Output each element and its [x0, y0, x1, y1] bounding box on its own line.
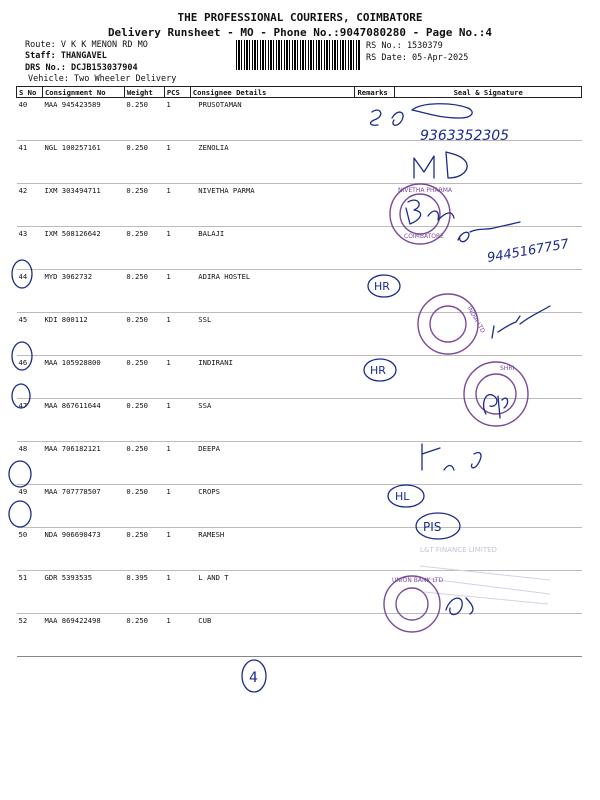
initials-hr-2: HR	[370, 364, 386, 377]
cell-consignment: IXM 303494711	[42, 184, 124, 227]
cell-pcs: 1	[164, 356, 190, 399]
cell-consignee: RAMESH	[190, 528, 355, 571]
cell-pcs: 1	[164, 485, 190, 528]
cell-sno: 40	[17, 98, 43, 141]
cell-weight: 0.250	[124, 227, 164, 270]
cell-sno: 52	[17, 614, 43, 657]
cell-consignee: DEEPA	[190, 442, 355, 485]
cell-consignee: SSL	[190, 313, 355, 356]
phone-handwritten-2: 9445167757	[486, 236, 571, 266]
seal-union-outer	[384, 576, 440, 632]
seal-nivetha-text: NIVETHA PHARMA	[398, 187, 453, 194]
cell-consignee: CROPS	[190, 485, 355, 528]
cell-pcs: 1	[164, 141, 190, 184]
cell-weight: 0.250	[124, 356, 164, 399]
signature-42	[406, 200, 454, 224]
page-mark: 4	[249, 670, 258, 686]
cell-weight: 0.250	[124, 485, 164, 528]
cell-consignee: INDIRANI	[190, 356, 355, 399]
seal-shri-text: SHRI	[500, 365, 515, 372]
cell-weight: 0.250	[124, 528, 164, 571]
cell-consignee: ADIRA HOSTEL	[190, 270, 355, 313]
col-consignee: Consignee Details	[190, 87, 355, 98]
cell-weight: 0.250	[124, 442, 164, 485]
drs-label: DRS No.: DCJB153037904	[25, 63, 138, 73]
cell-consignment: NGL 100257161	[42, 141, 124, 184]
cell-sno: 48	[17, 442, 43, 485]
cell-weight: 0.250	[124, 399, 164, 442]
circle-mark-44	[12, 260, 32, 288]
col-weight: Weight	[124, 87, 164, 98]
rs-number: RS No.: 1530379	[366, 41, 443, 51]
cell-consignee: ZENOLIA	[190, 141, 355, 184]
cell-consignment: IXM 508126642	[42, 227, 124, 270]
col-seal: Seal & Signature	[395, 87, 582, 98]
signature-52	[446, 598, 473, 615]
cell-consignment: KDI 800112	[42, 313, 124, 356]
cell-pcs: 1	[164, 571, 190, 614]
vehicle-label: Vehicle: Two Wheeler Delivery	[28, 74, 177, 84]
cell-consignment: NDA 906690473	[42, 528, 124, 571]
signature-49	[422, 444, 481, 470]
signature-43	[458, 222, 520, 242]
cell-sno: 42	[17, 184, 43, 227]
cell-sno: 50	[17, 528, 43, 571]
cell-consignee: PRUSOTAMAN	[190, 98, 355, 141]
cell-consignment: MYD 3062732	[42, 270, 124, 313]
stamp-lt-finance: L&T FINANCE LIMITED	[420, 546, 497, 554]
cell-consignment: MAA 869422498	[42, 614, 124, 657]
cell-consignment: MAA 707778507	[42, 485, 124, 528]
seal-shri-inner	[476, 374, 516, 414]
initials-hr-1: HR	[374, 280, 390, 293]
col-consignment: Consignment No	[42, 87, 124, 98]
col-pcs: PCS	[164, 87, 190, 98]
cell-weight: 0.250	[124, 141, 164, 184]
cell-sno: 45	[17, 313, 43, 356]
cell-weight: 0.250	[124, 270, 164, 313]
seal-shri-outer	[464, 362, 528, 426]
cell-consignment: MAA 945423589	[42, 98, 124, 141]
cell-consignment: MAA 105928800	[42, 356, 124, 399]
seal-nivetha-city: COIMBATORE	[404, 233, 444, 240]
seal-union-inner	[396, 588, 428, 620]
cell-pcs: 1	[164, 227, 190, 270]
seal-india-text: INDIA LTD	[465, 305, 487, 335]
cell-pcs: 1	[164, 442, 190, 485]
cell-consignment: GDR 5393535	[42, 571, 124, 614]
company-title: THE PROFESSIONAL COURIERS, COIMBATORE	[177, 11, 423, 24]
cell-sno: 49	[17, 485, 43, 528]
signature-41	[414, 152, 467, 178]
cell-consignee: BALAJI	[190, 227, 355, 270]
initials-hl: HL	[395, 490, 410, 503]
cell-sno: 46	[17, 356, 43, 399]
cell-pcs: 1	[164, 98, 190, 141]
cell-weight: 0.395	[124, 571, 164, 614]
cell-consignee: NIVETHA PARMA	[190, 184, 355, 227]
cell-consignment: MAA 867611644	[42, 399, 124, 442]
cell-sno: 41	[17, 141, 43, 184]
cell-pcs: 1	[164, 614, 190, 657]
cell-pcs: 1	[164, 528, 190, 571]
staff-label: Staff: THANGAVEL	[25, 51, 107, 61]
cell-consignee: CUB	[190, 614, 355, 657]
cell-pcs: 1	[164, 399, 190, 442]
seal-india-inner	[430, 306, 466, 342]
signature-45	[492, 306, 550, 338]
cell-weight: 0.250	[124, 184, 164, 227]
cell-pcs: 1	[164, 270, 190, 313]
runsheet-subtitle: Delivery Runsheet - MO - Phone No.:9047080280 - Page No.:4	[107, 26, 493, 39]
circle-mark-49	[9, 461, 31, 487]
cell-pcs: 1	[164, 313, 190, 356]
cell-sno: 51	[17, 571, 43, 614]
initials-pis: PIS	[423, 520, 442, 534]
signature-40	[371, 104, 473, 126]
cell-consignee: L AND T	[190, 571, 355, 614]
cell-consignee: SSA	[190, 399, 355, 442]
circle-mark-46	[12, 342, 32, 370]
seal-union-text: UNION BANK LTD	[392, 577, 444, 584]
cell-sno: 43	[17, 227, 43, 270]
cell-weight: 0.250	[124, 614, 164, 657]
cell-consignment: MAA 706182121	[42, 442, 124, 485]
cell-weight: 0.250	[124, 98, 164, 141]
cell-weight: 0.250	[124, 313, 164, 356]
col-remarks: Remarks	[355, 87, 395, 98]
seal-india-outer	[418, 294, 478, 354]
col-sno: S No	[17, 87, 43, 98]
route-label: Route: V K K MENON RD MO	[25, 40, 148, 50]
rs-date: RS Date: 05-Apr-2025	[366, 53, 469, 63]
circle-mark-50	[9, 501, 31, 527]
cell-pcs: 1	[164, 184, 190, 227]
phone-handwritten-1: 9363352305	[420, 128, 510, 144]
circle-mark-47	[12, 384, 30, 408]
cell-sno: 47	[17, 399, 43, 442]
cell-sno: 44	[17, 270, 43, 313]
